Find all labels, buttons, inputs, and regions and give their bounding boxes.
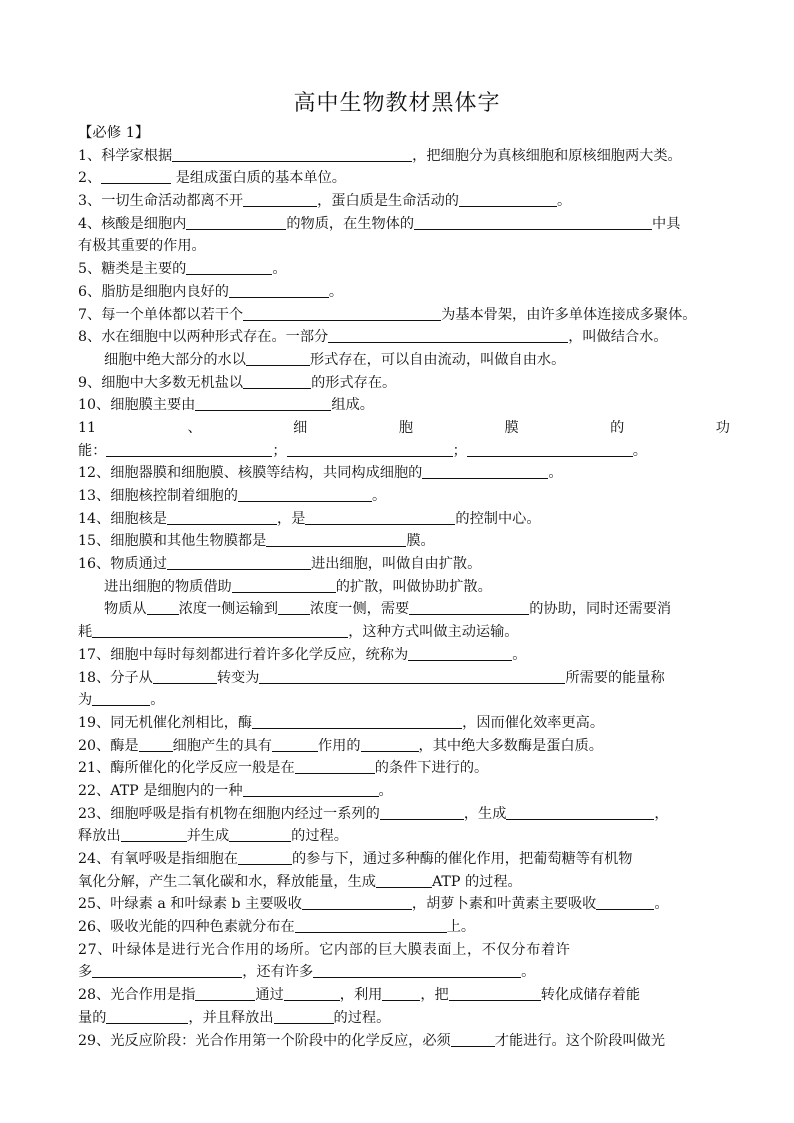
answer-blank[interactable] <box>167 554 311 570</box>
question-9: 9、细胞中大多数无机盐以 的形式存在。 <box>78 374 397 391</box>
question-26: 26、吸收光能的四种色素就分布在 上。 <box>78 919 476 936</box>
question-16: 16、物质通过 进出细胞，叫做自由扩散。 <box>78 556 482 573</box>
answer-blank[interactable] <box>172 146 412 162</box>
answer-blank[interactable] <box>186 259 272 275</box>
answer-blank[interactable] <box>238 849 292 865</box>
answer-blank[interactable] <box>467 441 633 457</box>
answer-blank[interactable] <box>229 282 329 298</box>
question-14: 14、细胞核是 ，是 的控制中心。 <box>78 510 541 527</box>
question-list <box>78 122 730 1052</box>
answer-blank[interactable] <box>153 668 217 684</box>
question-11: 11 、 细 胞 膜 的 功 <box>78 419 730 436</box>
question-24-cont: 氧化分解，产生二氧化碳和水，释放能量，生成 ATP 的过程。 <box>78 873 522 890</box>
answer-blank[interactable] <box>409 599 529 615</box>
question-16-cont-3: 耗 ，这种方式叫做主动运输。 <box>78 624 519 641</box>
answer-blank[interactable] <box>414 214 652 230</box>
answer-blank[interactable] <box>361 736 419 752</box>
answer-blank[interactable] <box>195 985 255 1001</box>
answer-blank[interactable] <box>287 441 453 457</box>
answer-blank[interactable] <box>380 804 464 820</box>
answer-blank[interactable] <box>243 373 311 389</box>
question-20: 20、酶是 细胞产生的具有 作用的 ，其中绝大多数酶是蛋白质。 <box>78 737 603 754</box>
answer-blank[interactable] <box>246 350 310 366</box>
question-12: 12、细胞器膜和细胞膜、核膜等结构，共同构成细胞的 。 <box>78 465 563 482</box>
question-24: 24、有氧呼吸是指细胞在 的参与下，通过多种酶的催化作用，把葡萄糖等有机物 <box>78 851 633 867</box>
answer-blank[interactable] <box>449 985 541 1001</box>
question-15: 15、细胞膜和其他生物膜都是 膜。 <box>78 533 435 550</box>
question-21: 21、酶所催化的化学反应一般是在 的条件下进行的。 <box>78 760 489 777</box>
answer-blank[interactable] <box>274 1008 334 1024</box>
answer-blank[interactable] <box>596 894 654 910</box>
answer-blank[interactable] <box>422 463 548 479</box>
answer-blank[interactable] <box>259 668 565 684</box>
answer-blank[interactable] <box>243 781 379 797</box>
question-7: 7、每一个单体都以若干个 为基本骨架，由许多单体连接成多聚体。 <box>78 306 697 323</box>
answer-blank[interactable] <box>229 826 291 842</box>
answer-blank[interactable] <box>382 985 420 1001</box>
question-8-cont: 细胞中绝大部分的水以 形式存在，可以自由流动，叫做自由水。 <box>104 351 566 368</box>
answer-blank[interactable] <box>313 962 521 978</box>
question-11-cont: 能： ； ； 。 <box>78 442 647 459</box>
answer-blank[interactable] <box>106 441 272 457</box>
question-6: 6、脂肪是细胞内良好的 。 <box>78 283 344 300</box>
question-2: 2、 是组成蛋白质的基本单位。 <box>78 170 346 187</box>
question-27-cont: 多 ，还有许多 。 <box>78 964 536 981</box>
section-heading: 【必修 1】 <box>78 125 150 141</box>
question-8: 8、水在细胞中以两种形式存在。一部分 ，叫做结合水。 <box>78 329 668 346</box>
question-19: 19、同无机催化剂相比，酶 ，因而催化效率更高。 <box>78 714 605 731</box>
question-22: 22、ATP 是细胞内的一种 。 <box>78 782 393 799</box>
question-17: 17、细胞中每时每刻都进行着许多化学反应，统称为 。 <box>78 646 527 663</box>
answer-blank[interactable] <box>121 826 187 842</box>
question-27: 27、叶绿体是进行光合作用的场所。它内部的巨大膜表面上，不仅分布着许 <box>78 941 571 958</box>
answer-blank[interactable] <box>459 191 557 207</box>
question-28-cont: 量的 ，并且释放出 的过程。 <box>78 1009 391 1026</box>
answer-blank[interactable] <box>238 486 372 502</box>
question-13: 13、细胞核控制着细胞的 。 <box>78 488 387 504</box>
answer-blank[interactable] <box>139 736 173 752</box>
question-5: 5、糖类是主要的 。 <box>78 261 287 278</box>
answer-blank[interactable] <box>266 531 406 547</box>
answer-blank[interactable] <box>92 690 150 706</box>
question-1: 1、科学家根据 ，把细胞分为真核细胞和原核细胞两大类。 <box>78 147 682 164</box>
answer-blank[interactable] <box>408 645 512 661</box>
answer-blank[interactable] <box>232 577 336 593</box>
answer-blank[interactable] <box>305 509 455 525</box>
answer-blank[interactable] <box>252 713 462 729</box>
question-29: 29、光反应阶段：光合作用第一个阶段中的化学反应，必须 才能进行。这个阶段叫做光 <box>78 1032 666 1049</box>
answer-blank[interactable] <box>376 872 432 888</box>
answer-blank[interactable] <box>302 894 412 910</box>
answer-blank[interactable] <box>106 1008 188 1024</box>
question-16-cont-2: 物质从 浓度一侧运输到 浓度一侧，需要 的协助，同时还需要消 <box>104 601 672 618</box>
question-3: 3、一切生命活动都离不开 ，蛋白质是生命活动的 。 <box>78 193 572 210</box>
answer-blank[interactable] <box>167 509 277 525</box>
answer-blank[interactable] <box>295 758 375 774</box>
answer-blank[interactable] <box>243 305 441 321</box>
answer-blank[interactable] <box>295 917 447 933</box>
question-25: 25、叶绿素 a 和叶绿素 b 主要吸收 ，胡萝卜素和叶黄素主要吸收 。 <box>78 896 669 913</box>
answer-blank[interactable] <box>278 599 310 615</box>
question-16-cont-1: 进出细胞的物质借助 的扩散，叫做协助扩散。 <box>104 578 492 595</box>
answer-blank[interactable] <box>272 736 318 752</box>
answer-blank[interactable] <box>243 191 317 207</box>
question-4-cont: 有极其重要的作用。 <box>78 238 206 255</box>
question-23: 23、细胞呼吸是指有机物在细胞内经过一系列的 ，生成 ， <box>78 805 669 822</box>
answer-blank[interactable] <box>506 804 654 820</box>
answer-blank[interactable] <box>147 599 179 615</box>
question-18-cont: 为 。 <box>78 692 165 709</box>
question-4: 4、核酸是细胞内 的物质，在生物体的 中具 <box>78 215 681 232</box>
answer-blank[interactable] <box>195 395 331 411</box>
page-title: 高中生物教材黑体字 <box>293 91 501 116</box>
answer-blank[interactable] <box>92 622 348 638</box>
answer-blank[interactable] <box>451 1031 495 1047</box>
question-10: 10、细胞膜主要由 组成。 <box>78 397 374 414</box>
question-23-cont: 释放出 并生成 的过程。 <box>78 828 348 845</box>
answer-blank[interactable] <box>284 985 340 1001</box>
question-18: 18、分子从 转变为 所需要的能量称 <box>78 669 665 686</box>
answer-blank[interactable] <box>92 962 242 978</box>
question-28: 28、光合作用是指 通过 ，利用 ，把 转化成储存着能 <box>78 987 641 1004</box>
answer-blank[interactable] <box>328 327 568 343</box>
answer-blank[interactable] <box>186 214 286 230</box>
answer-blank[interactable] <box>101 168 171 184</box>
